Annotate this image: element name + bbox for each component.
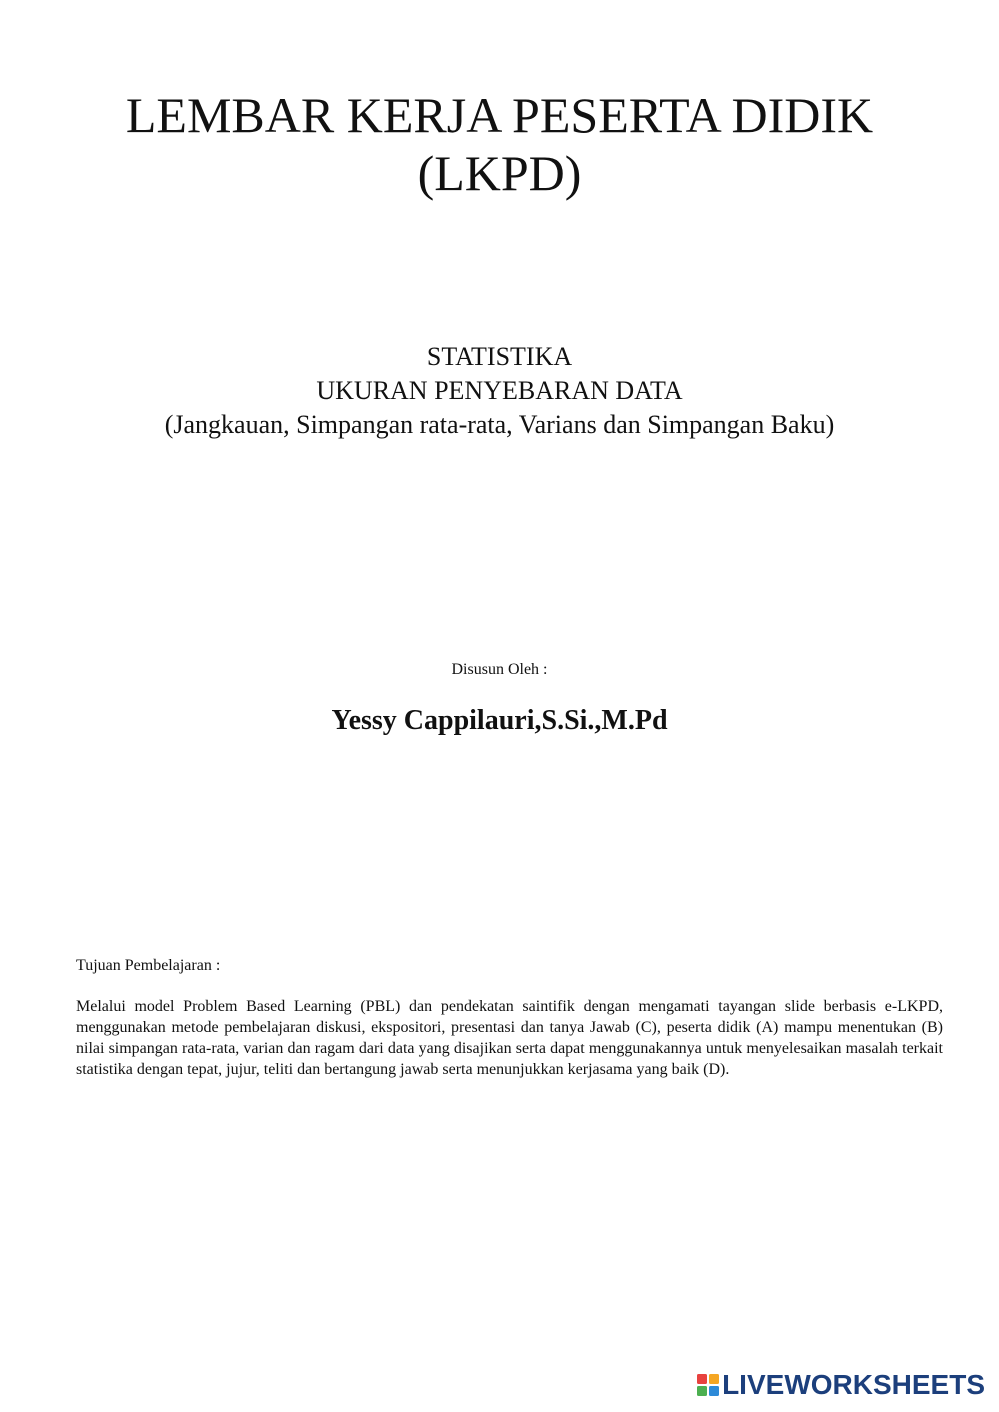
author-name: Yessy Cappilauri,S.Si.,M.Pd xyxy=(331,705,668,736)
liveworksheets-watermark xyxy=(697,1370,985,1400)
subtitle-line-1: STATISTIKA xyxy=(426,342,573,371)
subtitle-line-2: UKURAN PENYEBARAN DATA xyxy=(316,376,683,405)
title-line-1: LEMBAR KERJA PESERTA DIDIK xyxy=(125,87,874,143)
objectives-text: Melalui model Problem Based Learning (PBL) dan pendekatan saintifik dengan mengamati tayangan slide berbasis e-LKPD, menggunakan metode pembelajaran diskusi, ekspositori, presentasi dan tanya Jawab (C), peserta didik (A) mampu menentukan (B) nilai simpangan rata-rata, varian dan ragam dari data yang disajikan serta dapat menggunakannya untuk menyelesaikan masalah terkait statistika dengan tepat, jujur, teliti dan bertangung jawab serta menunjukkan kerjasama yang baik (D). xyxy=(76,998,943,1078)
title-line-2: (LKPD) xyxy=(417,145,582,201)
liveworksheets-brand-text: LIVEWORKSHEETS xyxy=(722,1369,985,1400)
author-label: Disusun Oleh : xyxy=(451,661,548,678)
document-title xyxy=(0,86,999,202)
subtitle-line-3: (Jangkauan, Simpangan rata-rata, Varians dan Simpangan Baku) xyxy=(164,410,835,439)
liveworksheets-logo-icon xyxy=(697,1374,719,1396)
objectives-heading: Tujuan Pembelajaran : xyxy=(76,957,221,974)
document-subtitle xyxy=(0,340,999,442)
